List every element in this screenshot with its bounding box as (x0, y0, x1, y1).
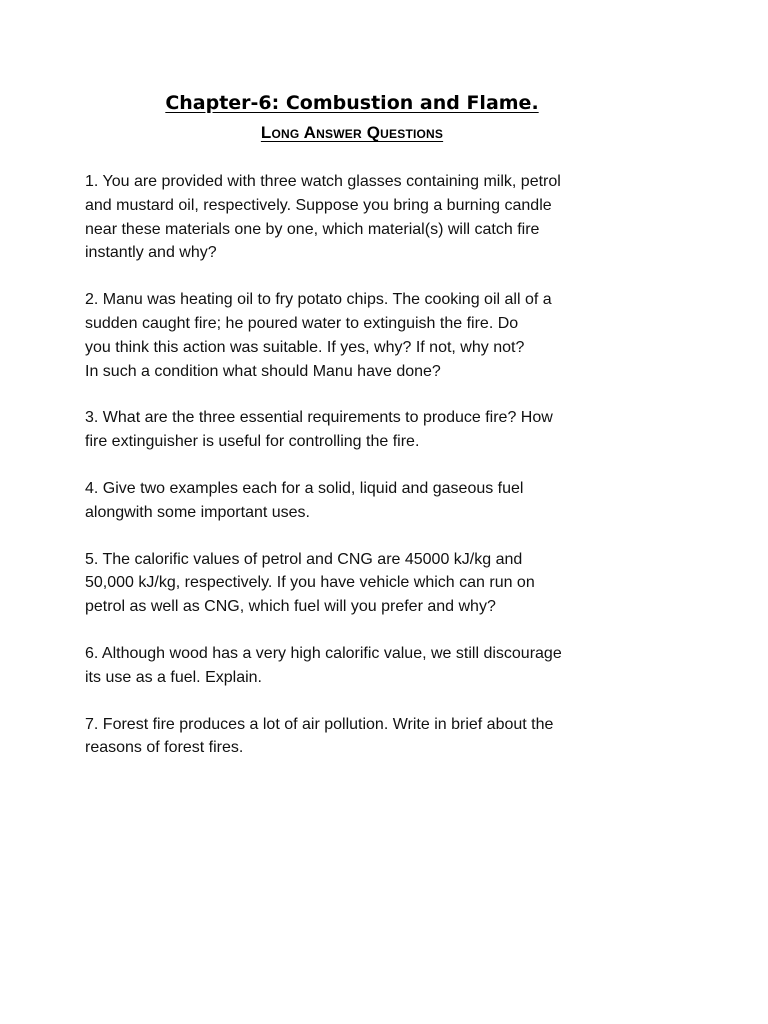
question-text-line: petrol as well as CNG, which fuel will you prefer and why? (85, 598, 496, 616)
question-text-line: fire extinguisher is useful for controlling the fire. (85, 433, 420, 451)
question-text-line: 5. The calorific values of petrol and CNG are 45000 kJ/kg and (85, 550, 523, 568)
question-text-line: reasons of forest fires. (85, 739, 244, 757)
section-subtitle: Long Answer Questions (260, 123, 444, 142)
question-text-line: 1. You are provided with three watch glasses containing milk, petrol (85, 173, 561, 190)
question-item (85, 642, 645, 690)
question-item (85, 477, 645, 525)
question-item (85, 406, 645, 454)
question-list (85, 170, 645, 783)
question-item (85, 713, 645, 761)
question-text-line: instantly and why? (85, 244, 217, 262)
question-text-line: 2. Manu was heating oil to fry potato chips. The cooking oil all of a (85, 291, 552, 309)
question-item (85, 170, 645, 265)
question-text-line: 6. Although wood has a very high calorific value, we still discourage (85, 644, 562, 662)
question-text-line: its use as a fuel. Explain. (85, 668, 262, 686)
question-text-line: and mustard oil, respectively. Suppose you bring a burning candle (85, 196, 552, 214)
question-text-line: In such a condition what should Manu have done? (85, 362, 441, 380)
question-text-line: 4. Give two examples each for a solid, liquid and gaseous fuel (85, 479, 524, 497)
question-text-line: sudden caught fire; he poured water to extinguish the fire. Do (85, 314, 519, 332)
page-title: Chapter-6: Combustion and Flame. (165, 92, 539, 114)
question-text-line: you think this action was suitable. If yes, why? If not, why not? (85, 338, 525, 356)
question-text-line: 3. What are the three essential requirements to produce fire? How (85, 409, 553, 427)
question-text-line: near these materials one by one, which material(s) will catch fire (85, 220, 540, 238)
question-text-line: alongwith some important uses. (85, 503, 310, 521)
question-text-line: 50,000 kJ/kg, respectively. If you have vehicle which can run on (85, 574, 535, 592)
question-item (85, 288, 645, 383)
question-text-line: 7. Forest fire produces a lot of air pollution. Write in brief about the (85, 715, 554, 733)
question-item (85, 548, 645, 619)
